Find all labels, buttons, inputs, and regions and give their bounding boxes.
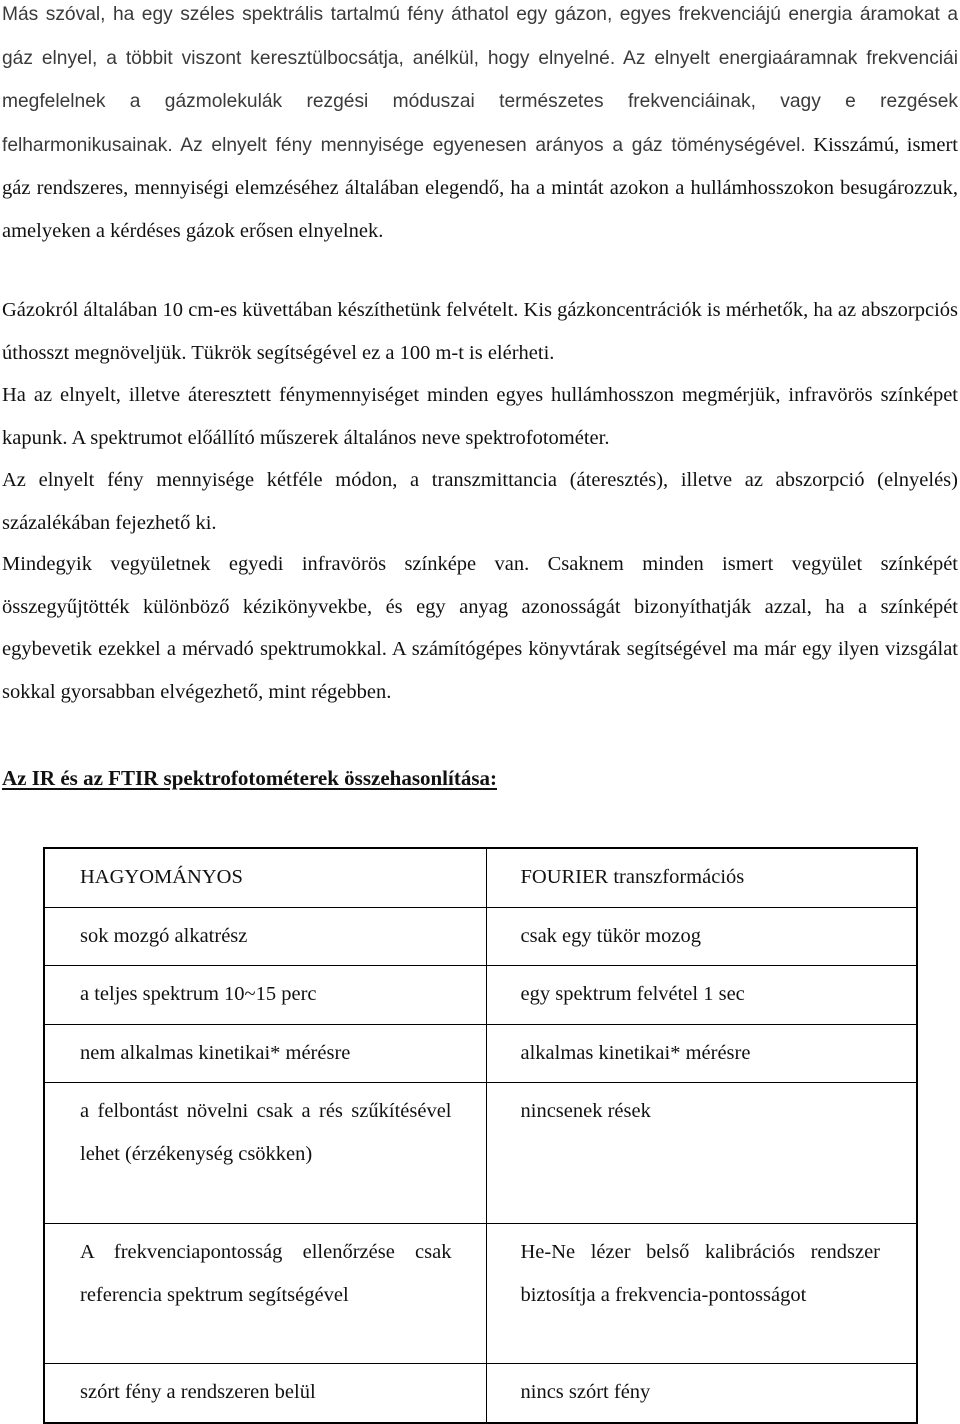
cell-text: nem alkalmas kinetikai* mérésre bbox=[80, 1041, 351, 1064]
table-cell-fourier bbox=[486, 1364, 917, 1423]
table-cell-traditional bbox=[44, 1083, 486, 1224]
table-cell-fourier bbox=[486, 1024, 917, 1083]
table-header-fourier: FOURIER transzformációs bbox=[520, 866, 745, 888]
cell-text: nincs szórt fény bbox=[520, 1381, 651, 1403]
paragraph-infrared-spectrum bbox=[2, 374, 958, 459]
paragraph-cuvette bbox=[2, 289, 958, 374]
table-cell-traditional bbox=[44, 966, 486, 1025]
section-heading: Az IR és az FTIR spektrofotométerek összehasonlítása: bbox=[2, 766, 497, 790]
table-cell-traditional bbox=[44, 1364, 486, 1423]
paragraph-segment: Más szóval, ha egy széles spektrális tartalmú fény áthatol egy gázon, egyes frekvenciájú energia áramokat a gáz elnyel, a többit viszont keresztülbocsátja, anélkül, hogy elnyelné. Az elnyelt energiaáramnak frekvenciái megfelelnek a gázmolekulák rezgési móduszai természetes frekvenciáinak, vagy e rezgések felharmonikusainak. Az elnyelt fény mennyisége egyenesen arányos a gáz töménységével. bbox=[2, 4, 958, 156]
paragraph-gas-absorption bbox=[2, 0, 958, 252]
table-row bbox=[44, 1364, 917, 1423]
table-cell-fourier bbox=[486, 907, 917, 966]
comparison-table bbox=[43, 847, 918, 1424]
table-cell-traditional bbox=[44, 848, 486, 907]
cell-text: a teljes spektrum 10~15 perc bbox=[80, 983, 317, 1005]
cell-text: egy spektrum felvétel 1 sec bbox=[520, 983, 745, 1005]
paragraph-segment: Kisszámú, ismert gáz rendszeres, mennyiségi elemzéséhez általában elegendő, ha a mintát azokon a hullámhosszokon besugározzuk, amelyeken a kérdéses gázok erősen elnyelnek. bbox=[2, 133, 958, 242]
cell-text: nincsenek rések bbox=[520, 1100, 651, 1122]
cell-text: alkalmas kinetikai* mérésre bbox=[520, 1041, 751, 1064]
table-row bbox=[44, 1024, 917, 1083]
table-row bbox=[44, 1224, 917, 1364]
table-cell-traditional bbox=[44, 1224, 486, 1364]
cell-text: sok mozgó alkatrész bbox=[80, 924, 248, 947]
paragraph-segment: Mindegyik vegyületnek egyedi infravörös színképe van. Csaknem minden ismert vegyület színképét összegyűjtötték különböző kézikönyvekbe, és egy anyag azonosságát bizonyíthatják azzal, ha a színképét egybevetik ezekkel a mérvadó spektrumokkal. A számítógépes könyvtárak segítségével ma már egy ilyen vizsgálat sokkal gyorsabban elvégezhető, mint régebben. bbox=[2, 553, 958, 703]
table-row bbox=[44, 907, 917, 966]
cell-text: a felbontást növelni csak a rés szűkítésével lehet (érzékenység csökken) bbox=[80, 1100, 452, 1165]
paragraph-segment: Az elnyelt fény mennyisége kétféle módon, a transzmittancia (áteresztés), illetve az abszorpció (elnyelés) százalékában fejezhető ki. bbox=[2, 469, 958, 534]
paragraph-transmittance bbox=[2, 459, 958, 544]
cell-text: He-Ne lézer belső kalibrációs rendszer biztosítja a frekvencia-pontosságot bbox=[520, 1241, 880, 1306]
paragraph-segment: Ha az elnyelt, illetve áteresztett fénymennyiséget minden egyes hullámhosszon megmérjük, infravörös színképet kapunk. A spektrumot előállító műszerek általános neve spektrofotométer. bbox=[2, 384, 958, 449]
table-cell-fourier bbox=[486, 966, 917, 1025]
table-cell-traditional bbox=[44, 1024, 486, 1083]
table-cell-traditional bbox=[44, 907, 486, 966]
table-row bbox=[44, 1083, 917, 1224]
table-row bbox=[44, 966, 917, 1025]
cell-text: szórt fény a rendszeren belül bbox=[80, 1381, 316, 1403]
table-cell-fourier bbox=[486, 848, 917, 907]
cell-text: A frekvenciapontosság ellenőrzése csak referencia spektrum segítségével bbox=[80, 1241, 452, 1306]
table-row bbox=[44, 848, 917, 907]
table-cell-fourier bbox=[486, 1224, 917, 1364]
paragraph-unique-spectrum bbox=[2, 543, 958, 713]
paragraph-segment: Gázokról általában 10 cm-es küvettában készíthetünk felvételt. Kis gázkoncentrációk is mérhetők, ha az abszorpciós úthosszt megnöveljük. Tükrök segítségével ez a 100 m-t is elérheti. bbox=[2, 299, 958, 364]
table-cell-fourier bbox=[486, 1083, 917, 1224]
table-header-traditional: HAGYOMÁNYOS bbox=[80, 866, 243, 888]
cell-text: csak egy tükör mozog bbox=[520, 924, 701, 947]
